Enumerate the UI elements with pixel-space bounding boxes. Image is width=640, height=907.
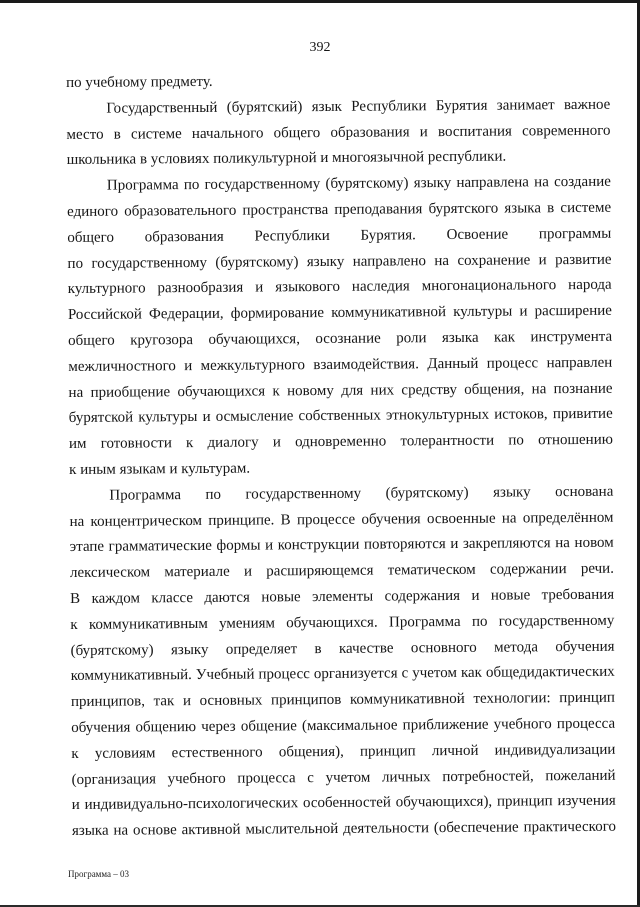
page-number: 392 <box>309 40 331 55</box>
text-line: к иным языкам и культурам. <box>69 460 251 478</box>
text-line: В каждом классе даются новые элементы содержания и новые требования <box>70 586 615 607</box>
footer-label: Программа – 03 <box>68 869 130 879</box>
text-line: коммуникативный. Учебный процесс организуется с учетом как общедидактических <box>70 664 615 685</box>
text-line: и индивидуально-психологических особенностей обучающихся), принцип изучения <box>71 793 616 814</box>
body-text <box>66 67 616 845</box>
text-line: к условиям естественного общения), принцип личной индивидуализации <box>71 741 616 762</box>
text-line: принципов, так и основных принципов коммуникативной технологии: принцип <box>70 689 616 711</box>
text-line: к коммуникативным умениям обучающихся. Программа по государственному <box>70 612 615 633</box>
text-line: лексическом материале и расширяющемся тематическом содержании речи. <box>69 560 614 582</box>
text-line: общего образования Республики Бурятия. Освоение программы <box>67 225 612 246</box>
text-line: (организация учебного процесса с учетом личных потребностей, пожеланий <box>71 767 616 788</box>
text-line: единого образовательного пространства преподавания бурятского языка в системе <box>67 199 612 220</box>
text-line: Программа по государственному (бурятскому) языку направлена на создание <box>106 173 611 194</box>
text-line: общего кругозора обучающихся, осознание роли языка как инструмента <box>68 328 613 349</box>
text-line: школьника в условиях поликультурной и многоязычной республики. <box>66 148 507 169</box>
text-line: этапе грамматические формы и конструкции повторяются и закрепляются на новом <box>69 535 614 556</box>
text-line: по государственному (бурятскому) языку направлено на сохранение и развитие <box>67 251 612 272</box>
text-line: на приобщение обучающихся к новому для них средству общения, на познание <box>68 380 613 401</box>
text-line: по учебному предмету. <box>66 73 213 91</box>
scan-edge-top <box>0 0 640 3</box>
text-line: Российской Федерации, формирование коммуникативной культуры и расширение <box>67 302 612 324</box>
text-line: им готовности к диалогу и одновременно толерантности по отношению <box>68 431 613 453</box>
text-line: культурного разнообразия и языкового наследия многонационального народа <box>67 277 612 298</box>
text-line: Государственный (бурятский) язык Республики Бурятия занимает важное <box>106 96 611 117</box>
text-line: на концентрическом принципе. В процессе обучения освоенные на определённом <box>69 509 614 530</box>
text-line: бурятской культуры и осмысление собственных этнокультурных истоков, привитие <box>68 406 613 427</box>
text-line: языка на основе активной мыслительной деятельности (обеспечение практического <box>71 818 617 840</box>
text-line: обучения общению через общение (максимальное приближение учебного процесса <box>71 715 616 736</box>
text-line: Программа по государственному (бурятскому) языку основана <box>109 483 614 504</box>
text-line: (бурятскому) языку определяет в качестве основного метода обучения <box>70 638 615 659</box>
text-line: место в системе начального общего образования и воспитания современного <box>66 122 611 143</box>
text-line: межличностного и межкультурного взаимодействия. Данный процесс направлен <box>68 354 613 375</box>
